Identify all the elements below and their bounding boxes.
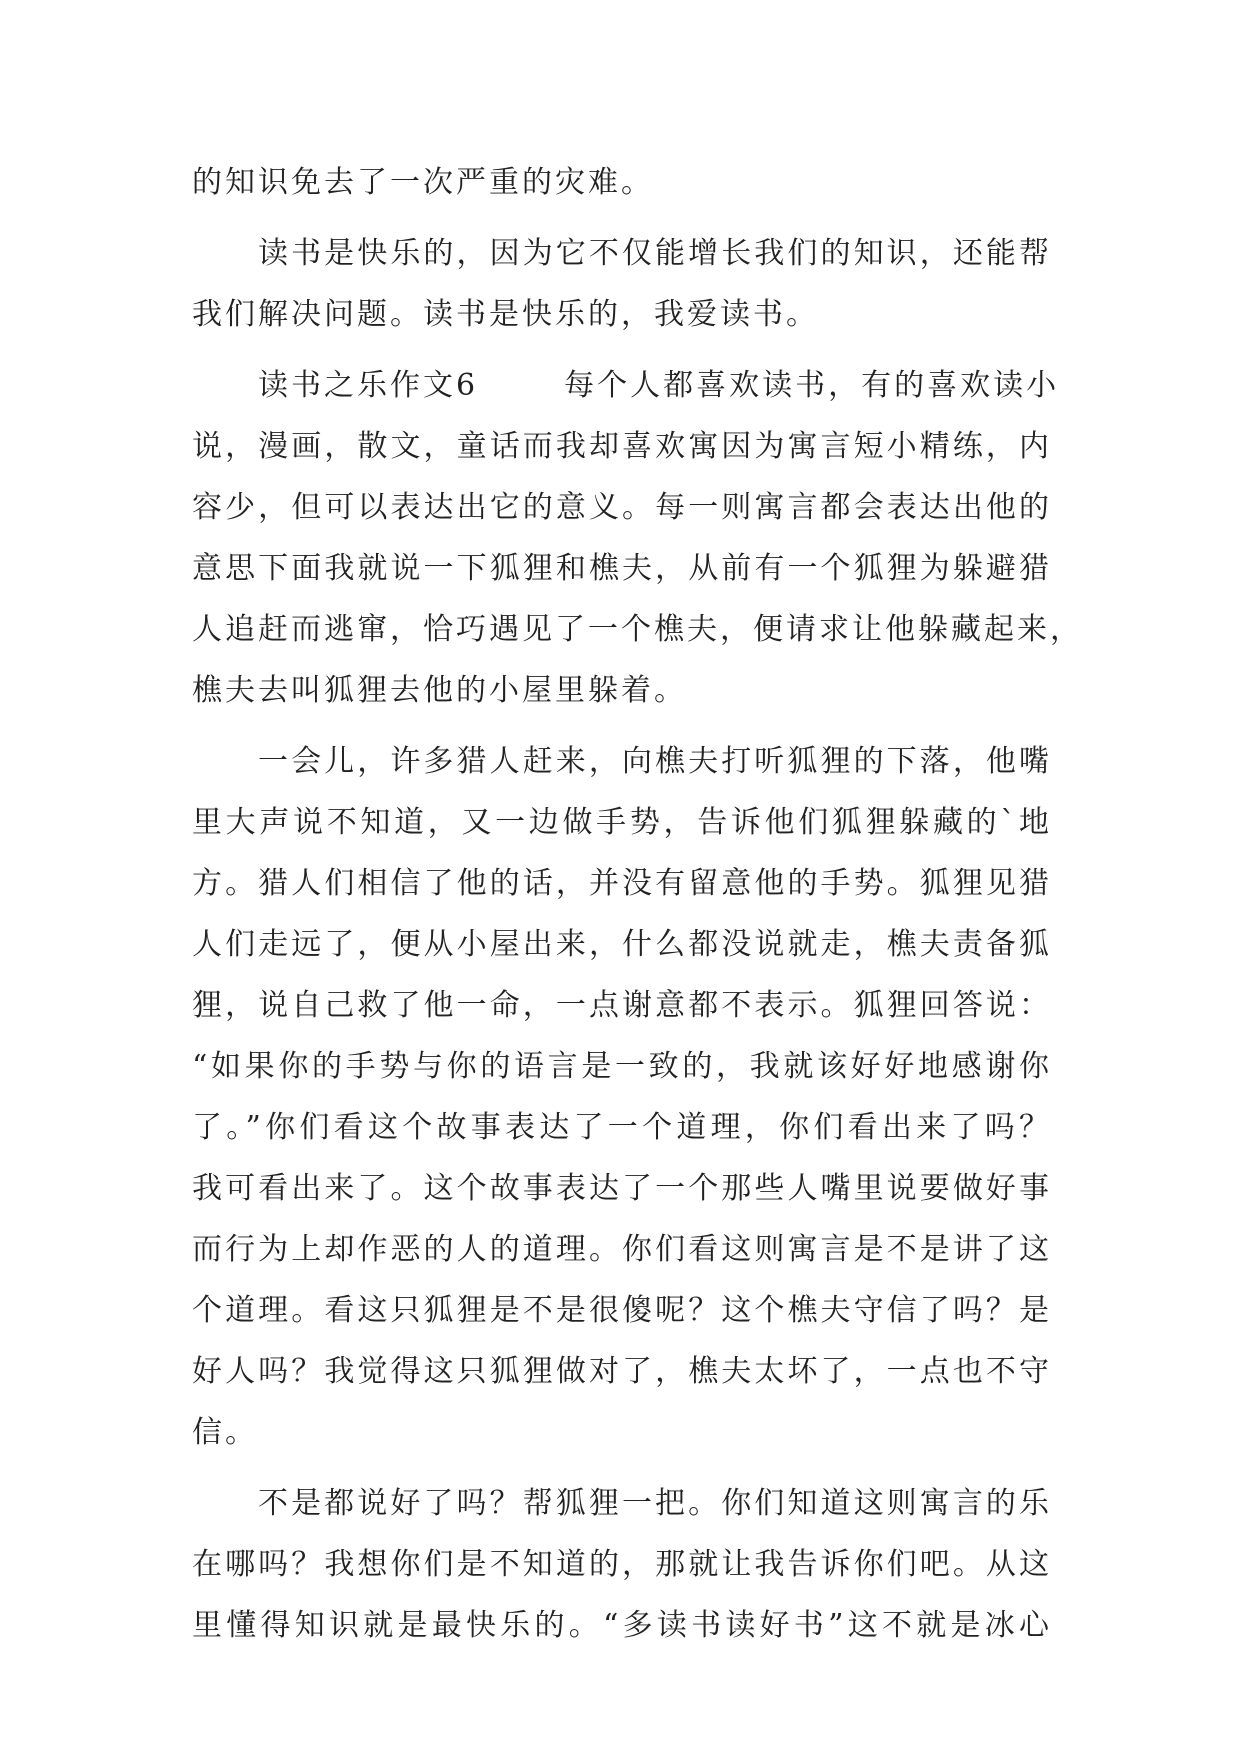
paragraph-line: 说，漫画，散文，童话而我却喜欢寓因为寓言短小精练，内 bbox=[192, 429, 1052, 464]
paragraph-line: 在哪吗？我想你们是不知道的，那就让我告诉你们吧。从这 bbox=[192, 1547, 1052, 1582]
paragraph-line: 我们解决问题。读书是快乐的，我爱读书。 bbox=[192, 297, 819, 332]
paragraph-line: 而行为上却作恶的人的道理。你们看这则寓言是不是讲了这 bbox=[192, 1232, 1052, 1267]
paragraph-line: 一会儿，许多猎人赶来，向樵夫打听狐狸的下落，他嘴 bbox=[258, 744, 1052, 779]
paragraph-1 bbox=[192, 152, 1052, 213]
paragraph-line: 不是都说好了吗？帮狐狸一把。你们知道这则寓言的乐 bbox=[258, 1486, 1052, 1521]
paragraph-line: 我可看出来了。这个故事表达了一个那些人嘴里说要做好事 bbox=[192, 1171, 1052, 1206]
paragraph-line: 樵夫去叫狐狸去他的小屋里躲着。 bbox=[192, 673, 687, 708]
paragraph-line: 人追赶而逃窜，恰巧遇见了一个樵夫，便请求让他躲藏起来， bbox=[192, 612, 1083, 647]
paragraph-3 bbox=[192, 355, 1083, 721]
paragraph-line: 狸，说自己救了他一命，一点谢意都不表示。狐狸回答说： bbox=[192, 988, 1052, 1023]
paragraph-line-text: 每个人都喜欢读书，有的喜欢读小 bbox=[564, 368, 1060, 403]
paragraph-line: 里懂得知识就是最快乐的。“多读书读好书”这不就是冰心 bbox=[192, 1608, 1052, 1643]
paragraph-line: 里大声说不知道，又一边做手势，告诉他们狐狸躲藏的`地 bbox=[192, 805, 1052, 840]
paragraph-line-with-heading bbox=[192, 355, 1060, 416]
paragraph-line: 个道理。看这只狐狸是不是很傻呢？这个樵夫守信了吗？是 bbox=[192, 1293, 1052, 1328]
paragraph-line: 好人吗？我觉得这只狐狸做对了，樵夫太坏了，一点也不守 bbox=[192, 1354, 1052, 1389]
paragraph-line: “如果你的手势与你的语言是一致的，我就该好好地感谢你 bbox=[192, 1049, 1052, 1084]
section-heading: 读书之乐作文6 bbox=[258, 368, 479, 403]
paragraph-line: 的知识免去了一次严重的灾难。 bbox=[192, 165, 654, 200]
document-body bbox=[192, 152, 1083, 1656]
paragraph-line: 容少，但可以表达出它的意义。每一则寓言都会表达出他的 bbox=[192, 490, 1052, 525]
paragraph-line: 读书是快乐的，因为它不仅能增长我们的知识，还能帮 bbox=[258, 236, 1052, 271]
paragraph-line: 方。猎人们相信了他的话，并没有留意他的手势。狐狸见猎 bbox=[192, 866, 1052, 901]
paragraph-line: 信。 bbox=[192, 1415, 258, 1450]
paragraph-4 bbox=[192, 731, 1052, 1463]
paragraph-line: 意思下面我就说一下狐狸和樵夫，从前有一个狐狸为躲避猎 bbox=[192, 551, 1052, 586]
paragraph-2 bbox=[192, 223, 1052, 345]
paragraph-5 bbox=[192, 1473, 1052, 1656]
paragraph-line: 人们走远了，便从小屋出来，什么都没说就走，樵夫责备狐 bbox=[192, 927, 1052, 962]
paragraph-line: 了。”你们看这个故事表达了一个道理，你们看出来了吗？ bbox=[192, 1110, 1052, 1145]
